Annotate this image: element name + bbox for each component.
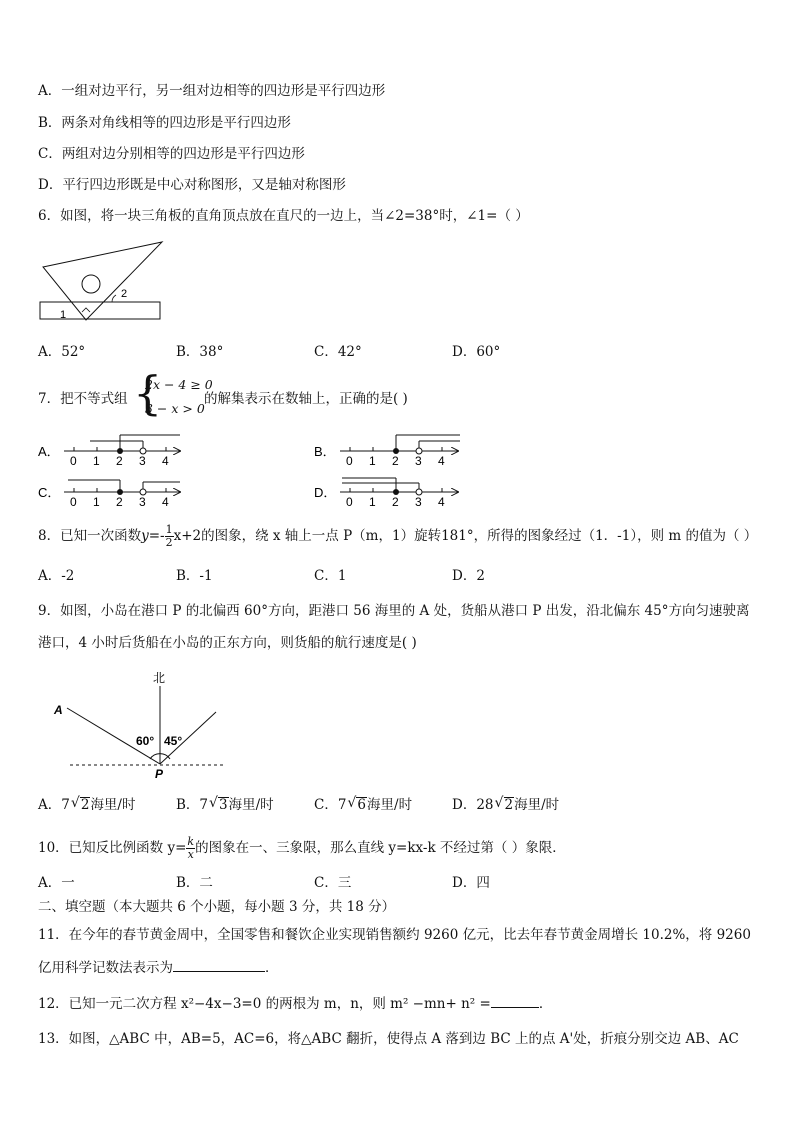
q6-triangle-ruler-figure <box>38 240 164 324</box>
q12-end: ． <box>538 996 553 1012</box>
q11-line1: 11．在今年的春节黄金周中，全国零售和餐饮企业实现销售额约 9260 亿元，比去年春节黄金周增长 10.2%，将 9260 <box>38 927 751 943</box>
section-2-heading: 二、填空题（本大题共 6 个小题，每小题 3 分，共 18 分） <box>38 899 396 915</box>
q10-part1: 10．已知反比例函数 y= <box>38 840 187 856</box>
q7-b-tick-4: 4 <box>438 454 445 468</box>
q9-option-c-label: C．7 <box>314 797 347 813</box>
q7-letter-d: D． <box>314 485 337 500</box>
q8-option-d: D．2 <box>452 568 485 584</box>
q11-line2 <box>38 957 279 977</box>
q5-option-a: A．一组对边平行，另一组对边相等的四边形是平行四边形 <box>38 83 386 99</box>
q9-option-a-root: √ 2 <box>80 797 91 812</box>
q9-option-a-label: A．7 <box>38 797 70 813</box>
q5-option-c: C．两组对边分别相等的四边形是平行四边形 <box>38 146 305 162</box>
q9-option-a-unit: 海里/时 <box>90 797 136 813</box>
q9-angle-45-label: 45° <box>164 734 183 748</box>
q7-letter-c: C． <box>38 485 61 500</box>
q10-fraction <box>186 836 195 861</box>
q9-option-a <box>38 796 136 814</box>
q9-option-c-unit: 海里/时 <box>367 797 413 813</box>
q6-angle-1-label: 1 <box>60 309 67 321</box>
q8-part1: 8．已知一次函数 <box>38 528 142 544</box>
q10-option-c: C．三 <box>314 875 352 891</box>
q5-option-d: D．平行四边形既是中心对称图形，又是轴对称图形 <box>38 177 346 193</box>
q7-d-tick-2: 2 <box>392 495 399 509</box>
q7-c-tick-3: 3 <box>139 495 146 509</box>
q9-option-d-label: D．28 <box>452 797 494 813</box>
q7-number-line-options <box>30 425 490 515</box>
q7-b-tick-3: 3 <box>415 454 422 468</box>
q6-stem: 6．如图，将一块三角板的直角顶点放在直尺的一边上，当∠2=38°时，∠1=（ ） <box>38 208 529 224</box>
q7-b-tick-2: 2 <box>392 454 399 468</box>
q10-fraction-den: x <box>187 848 194 861</box>
q9-option-b-unit: 海里/时 <box>228 797 274 813</box>
q9-point-a-label: A <box>54 703 63 717</box>
q8-stem <box>38 524 757 549</box>
q5-option-b: B．两条对角线相等的四边形是平行四边形 <box>38 115 291 131</box>
q7-c-tick-1: 1 <box>93 495 100 509</box>
q9-option-b-label: B．7 <box>176 797 209 813</box>
q9-line2: 港口，4 小时后货船在小岛的正东方向，则货船的航行速度是( ) <box>38 635 417 651</box>
q7-a-tick-3: 3 <box>139 454 146 468</box>
q10-part2: 的图象在一、三象限，那么直线 y=kx-k 不经过第（ ）象限． <box>195 840 566 856</box>
q7-c-tick-2: 2 <box>116 495 123 509</box>
q8-fraction-den: 2 <box>165 536 173 549</box>
q9-option-d <box>452 796 559 814</box>
q9-option-b-root: √ 3 <box>218 797 229 812</box>
q8-fraction <box>165 524 174 549</box>
q9-option-b <box>176 796 274 814</box>
q7-a-tick-4: 4 <box>162 454 169 468</box>
q8-y-eq: y=- <box>141 528 165 544</box>
q6-option-c: C．42° <box>314 344 362 360</box>
q7-letter-b: B． <box>314 444 336 459</box>
q10-fraction-num: k <box>187 835 195 848</box>
q10-option-b: B．二 <box>176 875 213 891</box>
q9-direction-figure <box>50 668 230 780</box>
q9-option-c <box>314 796 412 814</box>
q12-line <box>38 993 552 1013</box>
q11-answer-blank <box>173 957 265 972</box>
q9-angle-60-label: 60° <box>136 734 155 748</box>
q12-text: 12．已知一元二次方程 x²−4x−3=0 的两根为 m，n，则 m² −mn+ n² = <box>38 996 491 1012</box>
q7-b-tick-0: 0 <box>346 454 353 468</box>
q7-brace: { <box>133 366 163 420</box>
q7-d-tick-3: 3 <box>415 495 422 509</box>
q6-angle-2-label: 2 <box>121 288 128 300</box>
q7-a-tick-2: 2 <box>116 454 123 468</box>
q9-option-d-root: √ 2 <box>504 797 515 812</box>
q6-option-b: B．38° <box>176 344 224 360</box>
q7-inequality-1: 2x − 4 ≥ 0 <box>145 377 213 392</box>
q9-north-label: 北 <box>153 671 166 685</box>
q11-line2-text: 亿用科学记数法表示为 <box>38 960 173 976</box>
q9-line1: 9．如图，小岛在港口 P 的北偏西 60°方向，距港口 56 海里的 A 处，货船从港口 P 出发，沿北偏东 45°方向匀速驶离 <box>38 603 750 619</box>
q7-a-tick-1: 1 <box>93 454 100 468</box>
q13-line: 13．如图，△ABC 中，AB=5，AC=6，将△ABC 翻折，使得点 A 落到边 BC 上的点 A'处，折痕分别交边 AB、AC <box>38 1031 739 1047</box>
q10-option-a: A．一 <box>38 875 75 891</box>
q8-part2: x+2的图象，绕 x 轴上一点 P（m，1）旋转181°，所得的图象经过（1．-1），则 m 的值为（ ） <box>173 528 758 544</box>
q7-inequality-2: 3 − x > 0 <box>145 401 205 416</box>
q7-letter-a: A． <box>38 444 60 459</box>
q12-answer-blank <box>491 993 539 1008</box>
q7-b-tick-1: 1 <box>369 454 376 468</box>
q6-option-d: D．60° <box>452 344 501 360</box>
q7-d-tick-0: 0 <box>346 495 353 509</box>
q7-c-tick-0: 0 <box>70 495 77 509</box>
q10-stem <box>38 836 566 861</box>
q8-fraction-num: 1 <box>165 523 173 536</box>
q7-a-tick-0: 0 <box>70 454 77 468</box>
q7-c-tick-4: 4 <box>162 495 169 509</box>
q8-option-a: A．-2 <box>38 568 75 584</box>
q7-suffix: 的解集表示在数轴上，正确的是( ) <box>204 391 408 407</box>
q8-option-b: B．-1 <box>176 568 213 584</box>
q9-point-p-label: P <box>155 767 164 780</box>
q11-end: ． <box>265 960 279 976</box>
q9-option-c-root: √ 6 <box>356 797 367 812</box>
q7-d-tick-4: 4 <box>438 495 445 509</box>
q6-option-a: A．52° <box>38 344 86 360</box>
q8-option-c: C．1 <box>314 568 347 584</box>
q9-option-d-unit: 海里/时 <box>514 797 560 813</box>
q7-prefix: 7．把不等式组 <box>38 391 128 407</box>
q7-d-tick-1: 1 <box>369 495 376 509</box>
q10-option-d: D．四 <box>452 875 490 891</box>
